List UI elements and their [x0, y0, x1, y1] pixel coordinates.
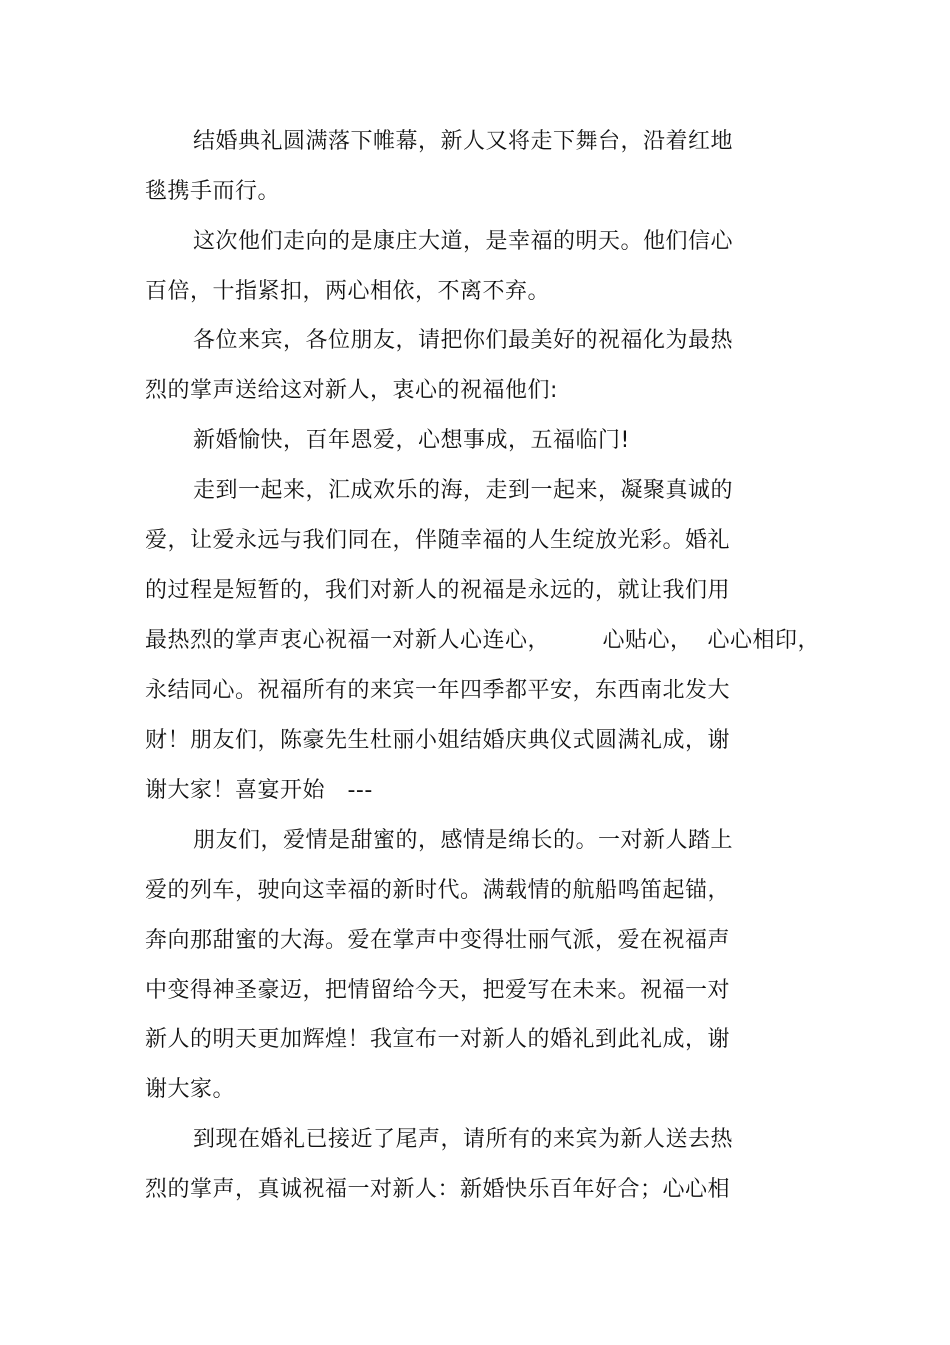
- paragraph-line: 最热烈的掌声衷心祝福一对新人心连心， 心贴心， 心心相印，: [145, 628, 820, 653]
- paragraph-line: 走到一起来，汇成欢乐的海，走到一起来，凝聚真诚的: [193, 478, 734, 503]
- paragraph-line: 爱，让爱永远与我们同在，伴随幸福的人生绽放光彩。婚礼: [145, 528, 731, 553]
- paragraph-line: 奔向那甜蜜的大海。爱在掌声中变得壮丽气派，爱在祝福声: [145, 928, 731, 953]
- paragraph-line: 新人的明天更加辉煌！我宣布一对新人的婚礼到此礼成，谢: [145, 1027, 731, 1052]
- paragraph-line: 朋友们，爱情是甜蜜的，感情是绵长的。一对新人踏上: [193, 828, 734, 853]
- paragraph-line: 新婚愉快，百年恩爱，心想事成，五福临门!: [193, 428, 630, 453]
- paragraph-line: 财！朋友们，陈豪先生杜丽小姐结婚庆典仪式圆满礼成，谢: [145, 728, 731, 753]
- paragraph-line: 谢大家！喜宴开始 ---: [145, 778, 373, 803]
- paragraph-line: 永结同心。祝福所有的来宾一年四季都平安，东西南北发大: [145, 678, 731, 703]
- paragraph-line: 谢大家。: [145, 1077, 236, 1102]
- paragraph-line: 这次他们走向的是康庄大道，是幸福的明天。他们信心: [193, 229, 734, 254]
- paragraph-line: 毯携手而行。: [145, 179, 281, 204]
- paragraph-line: 结婚典礼圆满落下帷幕，新人又将走下舞台，沿着红地: [193, 129, 734, 154]
- paragraph-line: 的过程是短暂的，我们对新人的祝福是永远的，就让我们用: [145, 578, 731, 603]
- paragraph-line: 中变得神圣豪迈，把情留给今天，把爱写在未来。祝福一对: [145, 978, 731, 1003]
- paragraph-line: 爱的列车，驶向这幸福的新时代。满载情的航船鸣笛起锚，: [145, 878, 731, 903]
- paragraph-line: 烈的掌声，真诚祝福一对新人：新婚快乐百年好合；心心相: [145, 1177, 731, 1202]
- paragraph-line: 烈的掌声送给这对新人，衷心的祝福他们:: [145, 378, 558, 403]
- paragraph-line: 到现在婚礼已接近了尾声，请所有的来宾为新人送去热: [193, 1127, 734, 1152]
- paragraph-line: 各位来宾，各位朋友，请把你们最美好的祝福化为最热: [193, 328, 734, 353]
- paragraph-line: 百倍，十指紧扣，两心相依，不离不弃。: [145, 279, 551, 304]
